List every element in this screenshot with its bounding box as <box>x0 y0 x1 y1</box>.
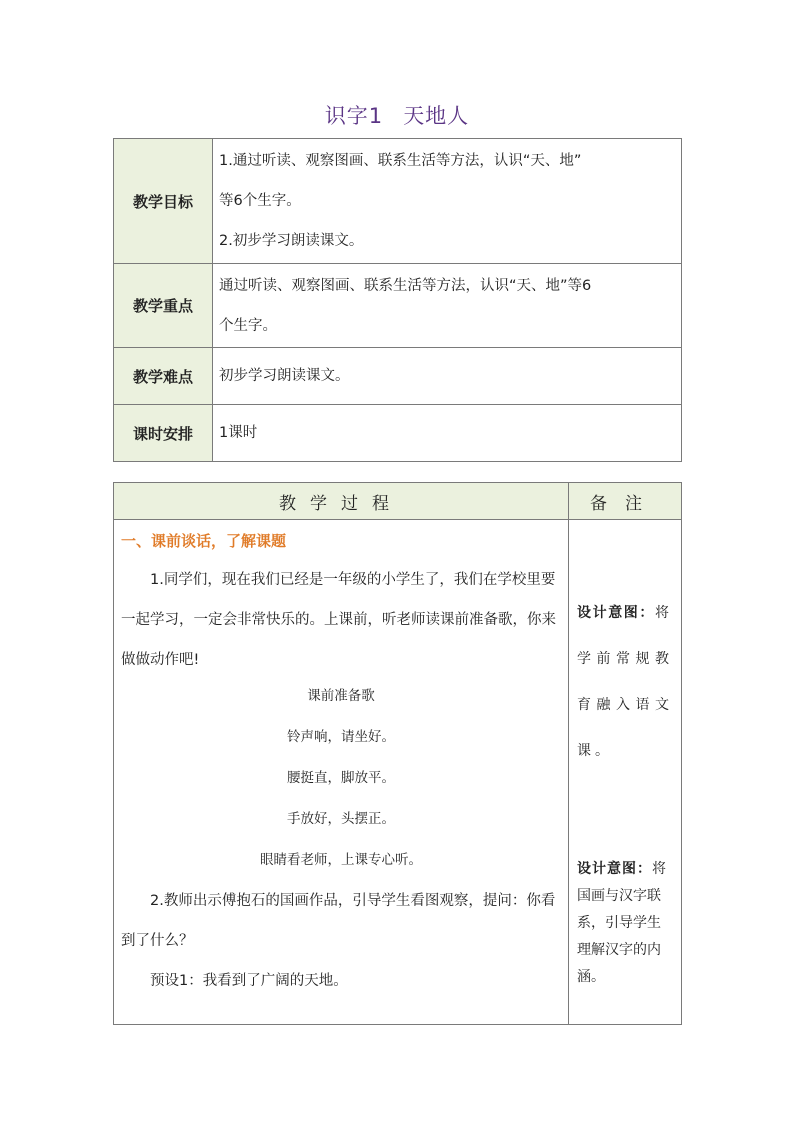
process-header-row <box>114 483 682 520</box>
info-table <box>113 138 682 462</box>
section-title: 一、课前谈话，了解课题 <box>121 532 287 550</box>
label-schedule: 课时安排 <box>114 405 213 462</box>
objective-line-1: 1.通过听读、观察图画、联系生活等方法，认识“天、地” <box>219 153 582 169</box>
poem-line-3: 手放好，头摆正。 <box>287 811 395 827</box>
notes-content <box>569 520 682 1025</box>
note-1 <box>577 590 673 774</box>
paragraph-1: 1.同学们，现在我们已经是一年级的小学生了，我们在学校里要一起学习，一定会非常快乐的。上课前，听老师读课前准备歌，你来做做动作吧! <box>121 572 556 668</box>
content-objectives <box>213 139 682 264</box>
title-topic: 天地人 <box>403 104 470 128</box>
content-schedule <box>213 405 682 462</box>
schedule-line-1: 1课时 <box>219 425 258 441</box>
header-process: 教学过程 <box>114 483 569 520</box>
key-line-1: 通过听读、观察图画、联系生活等方法，认识“天、地”等6 <box>219 277 592 294</box>
note-2-label: 设计意图： <box>577 861 652 877</box>
title-lesson: 识字1 <box>324 104 384 128</box>
label-key-points: 教学重点 <box>114 264 213 348</box>
key-line-2: 个生字。 <box>219 317 277 334</box>
content-difficulties <box>213 348 682 405</box>
poem-line-2: 腰挺直，脚放平。 <box>287 770 395 786</box>
header-notes: 备注 <box>569 483 682 520</box>
objective-line-3: 2.初步学习朗读课文。 <box>219 233 364 249</box>
page-title <box>0 100 794 130</box>
note-2-text: 将国画与汉字联系，引导学生理解汉字的内涵。 <box>577 861 666 985</box>
paragraph-2: 2.教师出示傅抱石的国画作品，引导学生看图观察，提问：你看到了什么？ <box>121 893 556 949</box>
note-1-label: 设计意图： <box>577 605 655 621</box>
paragraph-3: 预设1：我看到了广阔的天地。 <box>150 973 348 989</box>
row-schedule <box>114 405 682 462</box>
label-objectives: 教学目标 <box>114 139 213 264</box>
row-key-points <box>114 264 682 348</box>
poem-line-4: 眼睛看老师，上课专心听。 <box>260 852 422 868</box>
note-2 <box>577 856 673 991</box>
difficulty-line-1: 初步学习朗读课文。 <box>219 368 350 384</box>
poem-line-1: 铃声响，请坐好。 <box>287 729 395 745</box>
label-difficulties: 教学难点 <box>114 348 213 405</box>
process-body-row <box>114 520 682 1025</box>
content-key-points <box>213 264 682 348</box>
note-1-text: 将学前常规教育融入语文课。 <box>577 605 673 759</box>
objective-line-2: 等6个生字。 <box>219 193 301 209</box>
process-content <box>114 520 569 1025</box>
poem-title: 课前准备歌 <box>307 688 375 704</box>
process-table <box>113 482 682 1025</box>
row-difficulties <box>114 348 682 405</box>
row-objectives <box>114 139 682 264</box>
